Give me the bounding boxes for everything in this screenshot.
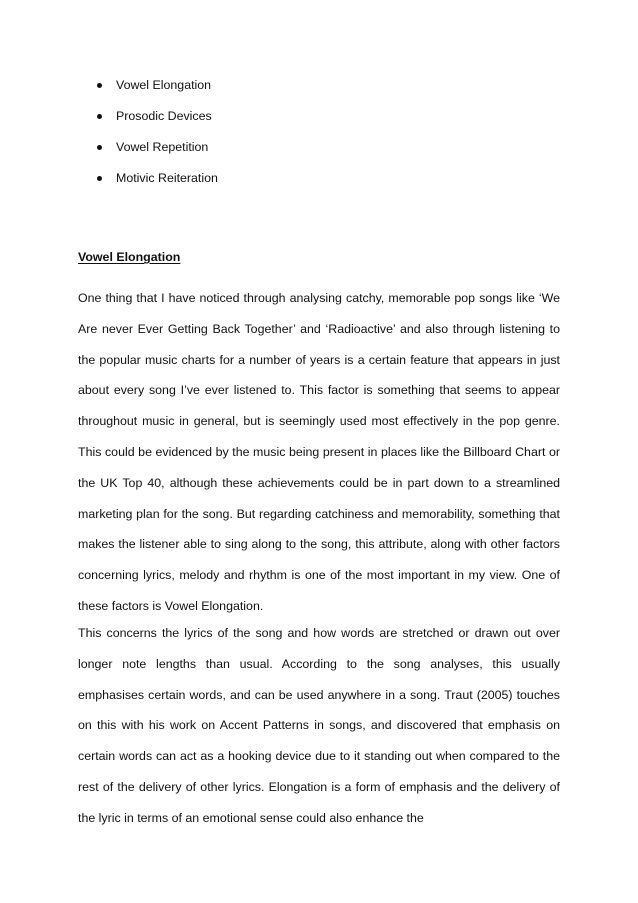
list-item: [0, 136, 638, 167]
bullet-icon: [97, 145, 102, 150]
bullet-icon: [97, 83, 102, 88]
body-paragraph: One thing that I have noticed through analysing catchy, memorable pop songs like ‘We Are never Ever Getting Back Together’ and ‘Radioactive’ and also through listening to the popular music charts for a number of years is a certain feature that appears in just about every song I’ve ever listened to. This factor is something that seems to appear throughout music in general, but is seemingly used most effectively in the pop genre. This could be evidenced by the music being present in places like the Billboard Chart or the UK Top 40, although these achievements could be in part down to a streamlined marketing plan for the song. But regarding catchiness and memorability, something that makes the listener able to sing along to the song, this attribute, along with other factors concerning lyrics, melody and rhythm is one of the most important in my view. One of these factors is Vowel Elongation.: [78, 291, 560, 613]
body-paragraph: This concerns the lyrics of the song and how words are stretched or drawn out over longer note lengths than usual. According to the song analyses, this usually emphasises certain words, and can be used anywhere in a song. Traut (2005) touches on this with his work on Accent Patterns in songs, and discovered that emphasis on certain words can act as a hooking device due to it standing out when compared to the rest of the delivery of other lyrics. Elongation is a form of emphasis and the delivery of the lyric in terms of an emotional sense could also enhance the: [78, 626, 560, 825]
bullet-list: [0, 74, 638, 198]
list-item-label: Vowel Repetition: [116, 140, 209, 154]
bullet-icon: [97, 114, 102, 119]
list-item-label: Motivic Reiteration: [116, 171, 218, 185]
list-item-label: Vowel Elongation: [116, 78, 212, 92]
bullet-icon: [97, 176, 102, 181]
list-item: [0, 105, 638, 136]
list-item-label: Prosodic Devices: [116, 109, 212, 123]
list-item: [0, 167, 638, 198]
list-item: [0, 74, 638, 105]
section-heading: Vowel Elongation: [78, 250, 181, 264]
